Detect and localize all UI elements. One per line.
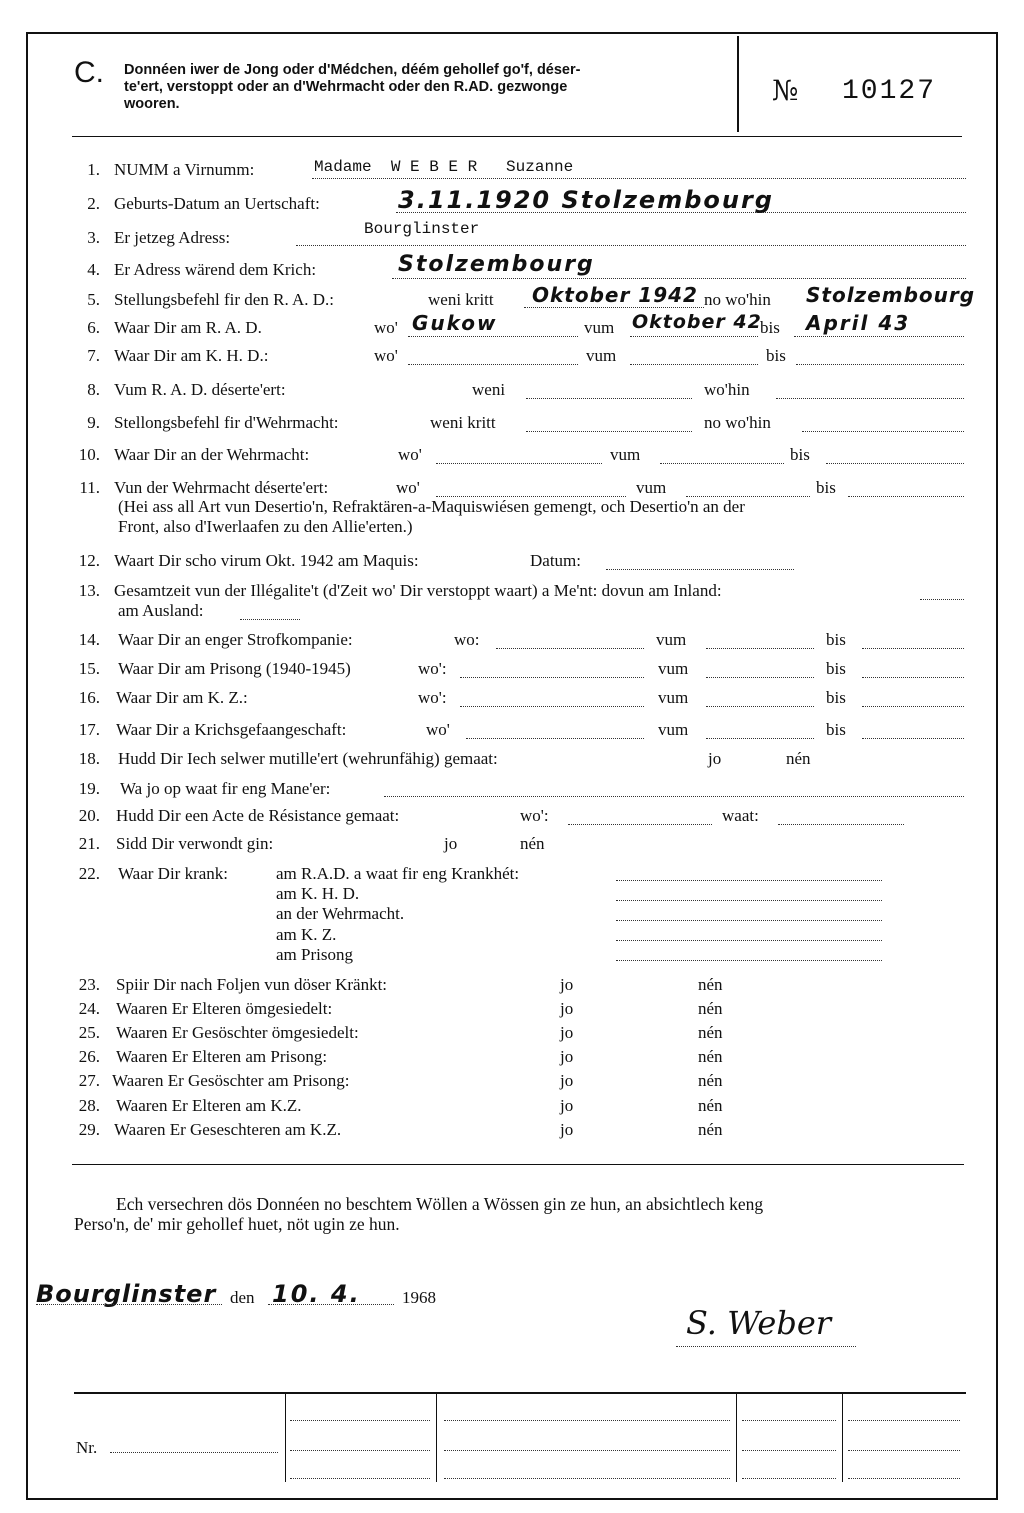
label-waat: waat: [722,806,759,825]
field-line [36,1304,222,1305]
label-resistance: Hudd Dir een Acte de Résistance gemaat: [116,806,400,825]
option-nen: nén [698,1047,723,1066]
item-number: 3. [87,228,100,247]
item-number: 22. [78,864,100,883]
field-line [848,496,964,497]
field-line [848,1420,960,1421]
label-address: Er jetzeg Adress: [114,228,231,247]
label-bis: bis [826,720,846,739]
label-strafkompanie: Waar Dir an enger Strofkompanie: [118,630,353,649]
field-line [436,463,602,464]
field-line [296,245,966,246]
label-bis: bis [766,346,786,365]
option-nen: nén [698,1023,723,1042]
label-parents-resettled: Waaren Er Elteren ömgesiedelt: [116,999,333,1018]
footer-divider [285,1394,286,1482]
value-rad-order-date: Oktober 1942 [532,283,698,307]
footer-divider [436,1394,437,1482]
footer-nr-label: Nr. [76,1438,98,1457]
label-wo: wo' [398,445,422,464]
field-line [862,677,964,678]
signature: S. Weber [686,1304,832,1342]
field-line [706,738,814,739]
field-line [408,364,578,365]
item-number: 21. [78,834,100,853]
label-vum: vum [658,688,689,707]
label-bis: bis [790,445,810,464]
item-number: 17. [78,720,100,739]
item-number: 4. [87,260,100,279]
field-line [706,706,814,707]
footer-rule [74,1392,966,1394]
field-line [630,336,758,337]
label-parents-kz: Waaren Er Elteren am K.Z. [116,1096,302,1115]
option-nen: nén [698,1071,723,1090]
item-number: 14. [78,630,100,649]
label-wohin: no wo'hin [704,290,771,309]
item-number: 23. [78,975,100,994]
label-kz: Waar Dir am K. Z.: [116,688,248,707]
label-wehrmacht-desert: Vun der Wehrmacht déserte'ert: [114,478,329,497]
item-number: 15. [78,659,100,678]
field-line [568,824,712,825]
field-line [240,619,300,620]
section-letter: C. [74,56,104,89]
label-siblings-resettled: Waaren Er Gesöschter ömgesiedelt: [116,1023,359,1042]
item-number: 10. [78,445,100,464]
value-rad-place: Gukow [412,311,498,335]
signature-date: 10. 4. [272,1280,361,1308]
field-line [290,1450,430,1451]
item-number: 2. [87,194,100,213]
field-line [460,706,644,707]
option-nen: nén [698,1096,723,1115]
label-manner: Wa jo op waat fir eng Mane'er: [120,779,331,798]
field-line [706,648,814,649]
label-ausland: am Ausland: [118,601,204,620]
option-nen: nén [698,999,723,1018]
section-rule [72,1164,964,1165]
option-jo: jo [560,1071,574,1090]
item-number: 9. [87,413,100,432]
option-jo: jo [560,1120,574,1139]
number-sign: № [772,74,799,107]
label-birth: Geburts-Datum an Uertschaft: [114,194,320,213]
item-number: 26. [78,1047,100,1066]
value-rad-to: April 43 [806,311,911,335]
label-wehrmacht-order: Stellongsbefehl fir d'Wehrmacht: [114,413,339,432]
label-vum: vum [586,346,617,365]
field-line [392,278,966,279]
label-wo: wo': [520,806,549,825]
item-number: 5. [87,290,100,309]
item-number: 20. [78,806,100,825]
label-datum: Datum: [530,551,581,570]
value-birth: 3.11.1920 Stolzembourg [398,186,774,214]
label-wehrmacht: Waar Dir an der Wehrmacht: [114,445,310,464]
label-siblings-kz: Waaren Er Geseschteren am K.Z. [114,1120,342,1139]
label-rad-order: Stellungsbefehl fir den R. A. D.: [114,290,335,309]
item-number: 12. [78,551,100,570]
field-line [742,1450,836,1451]
option-nen: nén [520,834,545,853]
label-vum: vum [658,659,689,678]
field-line [526,398,692,399]
label-bis: bis [826,630,846,649]
item-number: 7. [87,346,100,365]
sick-kz: am K. Z. [276,925,337,944]
field-line [920,599,964,600]
field-line [616,940,882,941]
label-wohin: wo'hin [704,380,750,399]
sick-wehrmacht: an der Wehrmacht. [276,904,405,923]
field-line [794,336,964,337]
item-number: 13. [78,581,100,600]
option-nen: nén [698,1120,723,1139]
label-consequences: Spiir Dir nach Foljen vun döser Kränkt: [116,975,388,994]
item-number: 1. [87,160,100,179]
item-number: 8. [87,380,100,399]
field-line [524,307,704,308]
label-wo: wo': [418,688,447,707]
field-line [796,364,964,365]
field-line [706,677,814,678]
field-line [862,738,964,739]
desertion-note: (Hei ass all Art vun Desertio'n, Refraktären-a-Maquiswiésen gemengt, och Desertio'n an der [118,497,745,516]
option-jo: jo [560,1096,574,1115]
label-krichsgefaangeschaft: Waar Dir a Krichsgefaangeschaft: [116,720,347,739]
item-number: 11. [79,478,100,497]
label-den: den [230,1288,255,1307]
declaration-text: Perso'n, de' mir gehollef huet, nöt ugin ze hun. [74,1214,400,1234]
label-wounded: Sidd Dir verwondt gin: [116,834,274,853]
label-weni: weni kritt [428,290,494,309]
field-line [496,648,644,649]
declaration-text: Ech versechren dös Donnéen no beschtem Wöllen a Wössen gin ze hun, an absichtlech keng [116,1194,764,1214]
item-number: 27. [78,1071,100,1090]
label-mutilated: Hudd Dir Iech selwer mutille'ert (wehrunfähig) gemaat: [118,749,498,768]
label-vum: vum [658,720,689,739]
field-line [466,738,644,739]
value-war-address: Stolzembourg [398,252,595,277]
label-maquis: Waart Dir scho virum Okt. 1942 am Maquis: [114,551,419,570]
label-weni: weni kritt [430,413,496,432]
field-line [826,463,964,464]
desertion-note: Front, also d'Iwerlaafen zu den Allie'erten.) [118,517,413,536]
field-line [444,1450,730,1451]
field-line [268,1304,394,1305]
label-bis: bis [816,478,836,497]
field-line [290,1478,430,1479]
label-wo: wo' [374,346,398,365]
item-number: 18. [78,749,100,768]
header-rule [72,136,962,137]
sick-rad: am R.A.D. a waat fir eng Krankhét: [276,864,520,883]
value-address: Bourglinster [364,220,480,238]
signature-year: 1968 [402,1288,436,1307]
item-number: 29. [78,1120,100,1139]
label-wo: wo' [426,720,450,739]
field-line [742,1420,836,1421]
field-line [862,706,964,707]
option-jo: jo [560,1047,574,1066]
item-number: 19. [78,779,100,798]
field-line [778,824,904,825]
option-jo: jo [560,1023,574,1042]
footer-divider [736,1394,737,1482]
option-jo: jo [444,834,458,853]
field-line [848,1478,960,1479]
field-line [312,178,966,179]
header-intro: Donnéen iwer de Jong oder d'Médchen, déém gehollef go'f, déser- te'ert, verstoppt oder an d'Wehrmacht oder den R.AD. gezwonge wooren. [124,62,581,112]
field-line [408,336,578,337]
form-number: 10127 [842,76,937,107]
option-jo: jo [560,999,574,1018]
field-line [676,1346,856,1347]
label-war-address: Er Adress wärend dem Krich: [114,260,317,279]
item-number: 24. [78,999,100,1018]
label-rad: Waar Dir am R. A. D. [114,318,262,337]
field-line [460,677,644,678]
option-nen: nén [786,749,811,768]
label-vum: vum [656,630,687,649]
field-line [660,463,784,464]
field-line [616,920,882,921]
field-line [606,569,794,570]
label-wo: wo' [374,318,398,337]
field-line [290,1420,430,1421]
field-line [616,960,882,961]
label-bis: bis [826,659,846,678]
label-parents-prison: Waaren Er Elteren am Prisong: [116,1047,328,1066]
label-khd: Waar Dir am K. H. D.: [114,346,269,365]
footer-divider [842,1394,843,1482]
label-bis: bis [760,318,780,337]
label-prisong: Waar Dir am Prisong (1940-1945) [118,659,351,678]
label-wo: wo: [454,630,480,649]
field-line [526,431,692,432]
label-wo: wo' [396,478,420,497]
label-vum: vum [610,445,641,464]
label-vum: vum [584,318,615,337]
label-vum: vum [636,478,667,497]
field-line [742,1478,836,1479]
label-wo: wo': [418,659,447,678]
item-number: 25. [78,1023,100,1042]
field-line [776,398,964,399]
field-line [444,1420,730,1421]
sick-khd: am K. H. D. [276,884,360,903]
item-number: 6. [87,318,100,337]
option-jo: jo [708,749,722,768]
field-line [848,1450,960,1451]
field-line [630,364,758,365]
field-line [802,431,964,432]
field-line [444,1478,730,1479]
label-bis: bis [826,688,846,707]
header-divider [737,36,739,132]
field-line [110,1452,278,1453]
signature-place: Bourglinster [36,1280,217,1308]
label-siblings-prison: Waaren Er Gesöschter am Prisong: [112,1071,350,1090]
label-sick: Waar Dir krank: [118,864,229,883]
field-line [862,648,964,649]
field-line [616,880,882,881]
option-jo: jo [560,975,574,994]
value-rad-order-place: Stolzembourg [806,283,976,307]
item-number: 28. [78,1096,100,1115]
sick-prisong: am Prisong [276,945,353,964]
option-nen: nén [698,975,723,994]
label-illegality: Gesamtzeit vun der Illégalite't (d'Zeit wo' Dir verstoppt waart) a Me'nt: dovun am Inland: [114,581,722,600]
value-rad-from: Oktober 42 [632,311,762,333]
item-number: 16. [78,688,100,707]
field-line [616,900,882,901]
label-rad-desert: Vum R. A. D. déserte'ert: [114,380,286,399]
label-wohin: no wo'hin [704,413,771,432]
value-name: Madame W E B E R Suzanne [314,158,574,176]
label-weni: weni [472,380,506,399]
label-name: NUMM a Virnumm: [114,160,255,179]
field-line [384,796,964,797]
